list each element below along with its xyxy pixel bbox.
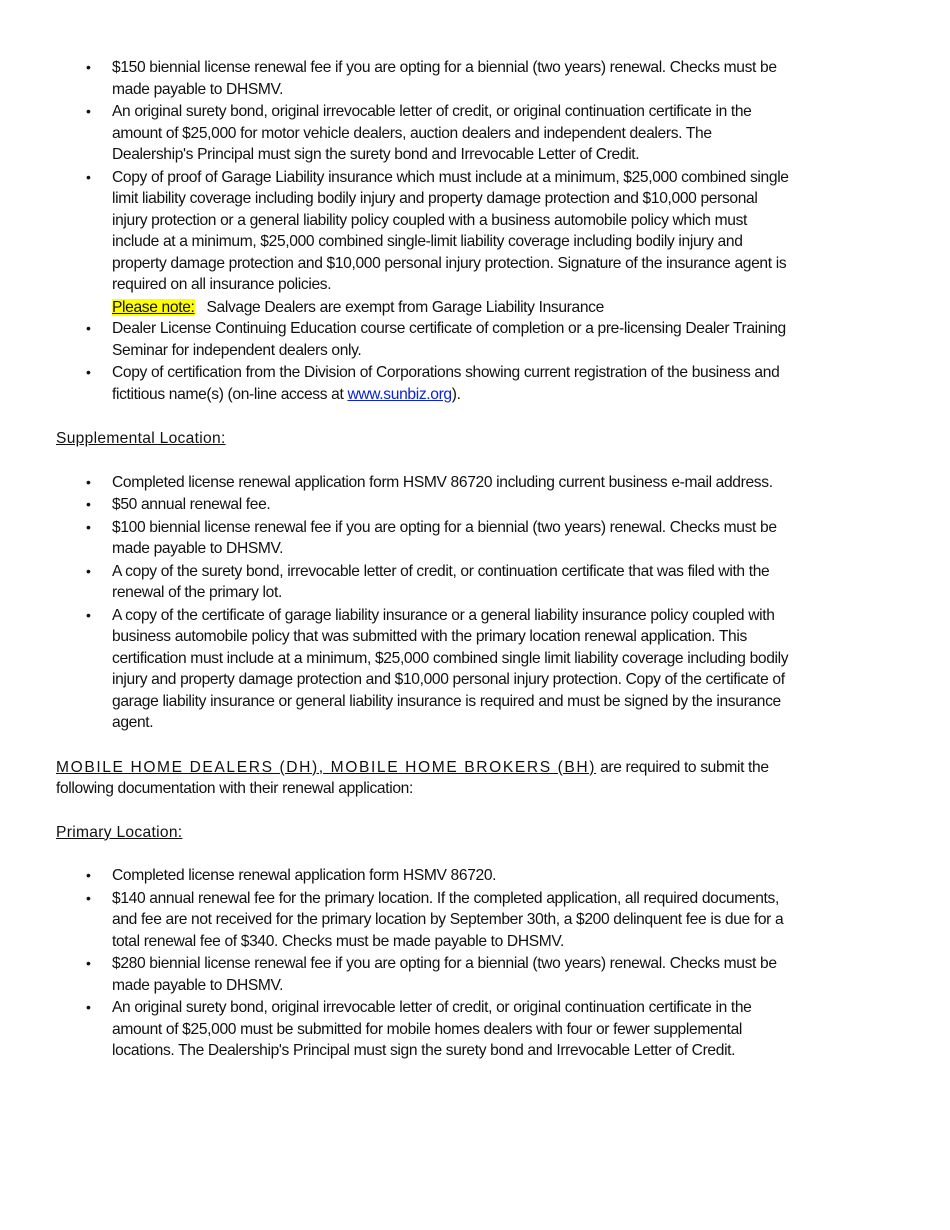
salvage-note bbox=[56, 297, 796, 319]
bullet-icon: • bbox=[86, 606, 91, 623]
list-item: • A copy of the surety bond, irrevocable letter of credit, or continuation certificate that was filed with the renewal of the primary lot. bbox=[86, 562, 770, 601]
list-item: • Dealer License Continuing Education course certificate of completion or a pre-licensing Dealer Training Seminar for independent dealers only. bbox=[86, 320, 786, 359]
bullet-icon: • bbox=[86, 562, 91, 579]
list-item: • An original surety bond, original irrevocable letter of credit, or original continuation certificate in the amount of $25,000 must be submitted for mobile homes dealers with four or fewer supplemental locations. The Dealership's Principal must sign the surety bond and Irrevocable Letter of Credit. bbox=[86, 999, 752, 1059]
list-item: • Copy of certification from the Division of Corporations showing current registration of the business and fictitious name(s) (on-line access at www.sunbiz.org). bbox=[86, 364, 780, 403]
bullet-icon: • bbox=[86, 999, 91, 1015]
dealer-requirements-list bbox=[56, 57, 796, 296]
list-item: • $280 biennial license renewal fee if you are opting for a biennial (two years) renewal. Checks must be made payable to DHSMV. bbox=[86, 955, 777, 994]
sunbiz-link[interactable]: www.sunbiz.org bbox=[347, 385, 452, 403]
supplemental-location-title: Supplemental Location: bbox=[56, 430, 226, 447]
bullet-icon: • bbox=[86, 955, 91, 971]
document-page bbox=[56, 57, 796, 1063]
list-item: • $100 biennial license renewal fee if you are opting for a biennial (two years) renewal. Checks must be made payable to DHSMV. bbox=[86, 518, 777, 557]
bullet-icon: • bbox=[86, 59, 91, 75]
bullet-icon: • bbox=[86, 320, 91, 336]
bullet-icon: • bbox=[86, 364, 91, 380]
bullet-icon: • bbox=[86, 103, 91, 119]
supplemental-requirements-list bbox=[56, 472, 796, 734]
bullet-icon: • bbox=[86, 867, 91, 883]
note-label: Please note: bbox=[112, 298, 195, 316]
bullet-icon: • bbox=[86, 473, 91, 490]
list-item: • Copy of proof of Garage Liability insurance which must include at a minimum, $25,000 combined single limit liability coverage including bodily injury and property damage protection and $10,000 personal injury protection or a general liability policy coupled with a business automobile policy which must include at a minimum, $25,000 combined single-limit liability coverage including bodily injury and property damage protection and $10,000 personal injury protection. Signature of the insurance agent is required on all insurance policies. bbox=[86, 168, 789, 293]
mobile-home-heading-caps: MOBILE HOME DEALERS (DH), MOBILE HOME BROKERS (BH) bbox=[56, 758, 597, 776]
mobile-home-heading-rest: are required to submit the following documentation with their renewal application: bbox=[56, 758, 769, 797]
mobile-home-heading bbox=[56, 757, 796, 800]
list-item: • $50 annual renewal fee. bbox=[56, 494, 796, 516]
dealer-requirements-list-continued bbox=[56, 318, 796, 405]
list-item: • Completed license renewal application form HSMV 86720 including current business e-mail address. bbox=[56, 472, 796, 494]
list-item: • $140 annual renewal fee for the primary location. If the completed application, all required documents, and fee are not received for the primary location by September 30th, a $200 delinquent fee is due for a total renewal fee of $340. Checks must be made payable to DHSMV. bbox=[86, 889, 784, 950]
bullet-icon: • bbox=[86, 518, 91, 535]
primary-requirements-list bbox=[56, 865, 796, 1062]
note-text: Salvage Dealers are exempt from Garage Liability Insurance bbox=[206, 298, 604, 316]
list-item: • Completed license renewal application form HSMV 86720. bbox=[56, 865, 796, 887]
list-item: • An original surety bond, original irrevocable letter of credit, or original continuation certificate in the amount of $25,000 for motor vehicle dealers, auction dealers and independent dealers. The Dealership's Principal must sign the surety bond and Irrevocable Letter of Credit. bbox=[86, 103, 752, 163]
list-item: • A copy of the certificate of garage liability insurance or a general liability insurance policy coupled with business automobile policy that was submitted with the primary location renewal application. This certification must include at a minimum, $25,000 combined single limit liability coverage including bodily injury and property damage protection and $10,000 personal injury protection. Copy of the certificate of garage liability insurance or general liability insurance is required and must be signed by the insurance agent. bbox=[86, 606, 789, 731]
list-item: • $150 biennial license renewal fee if you are opting for a biennial (two years) renewal. Checks must be made payable to DHSMV. bbox=[86, 59, 777, 98]
bullet-icon: • bbox=[86, 889, 91, 906]
bullet-icon: • bbox=[86, 168, 91, 185]
primary-location-title: Primary Location: bbox=[56, 823, 183, 841]
bullet-icon: • bbox=[86, 496, 91, 512]
